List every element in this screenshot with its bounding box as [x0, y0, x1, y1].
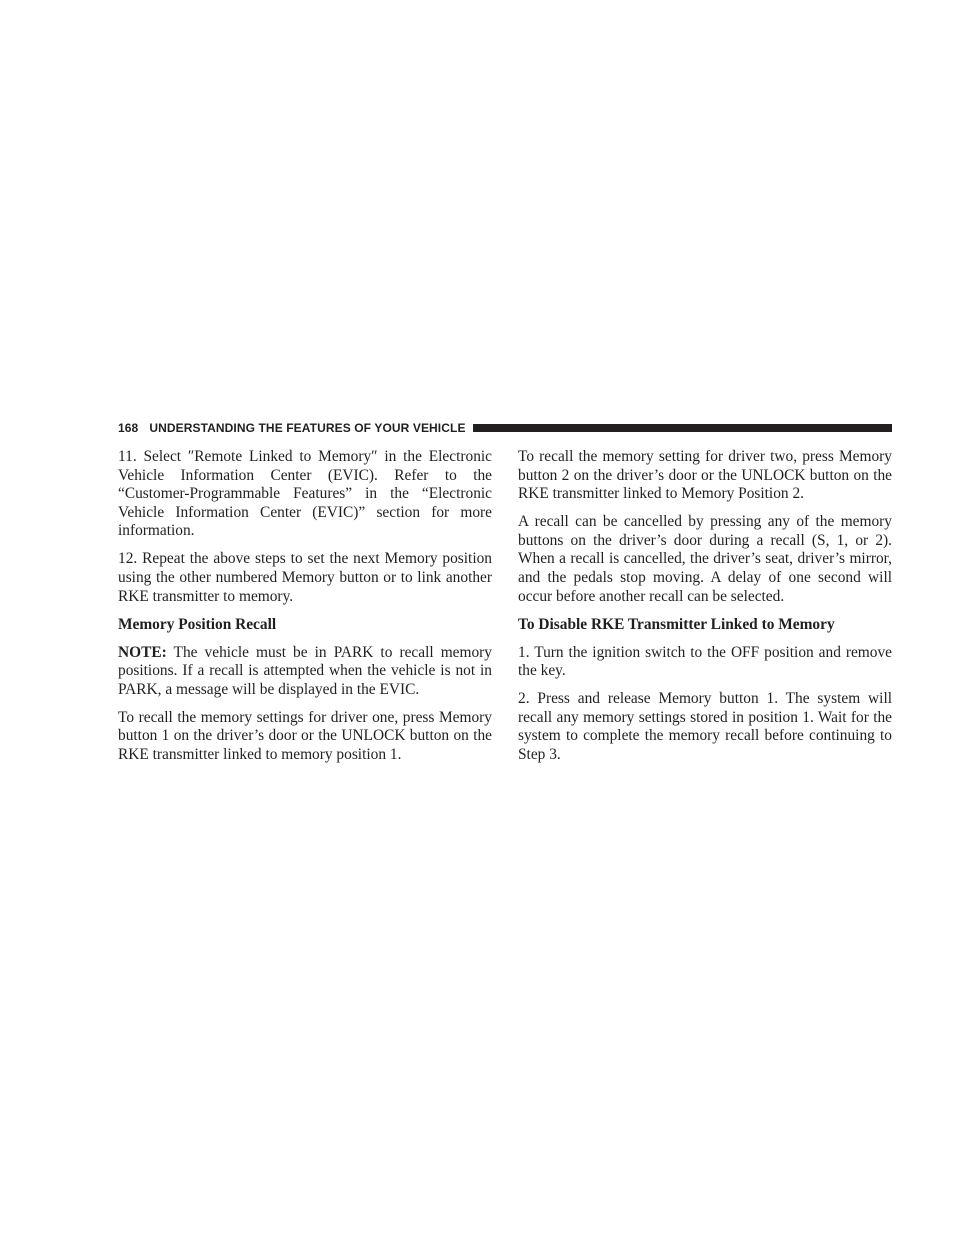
step-12-paragraph: 12. Repeat the above steps to set the next Memory position using the other numbered Memory button or to link another RKE transmitter to memory. [118, 550, 492, 605]
memory-position-recall-heading: Memory Position Recall [118, 615, 277, 633]
section-title: UNDERSTANDING THE FEATURES OF YOUR VEHICLE [149, 421, 466, 435]
cancel-recall-paragraph: A recall can be cancelled by pressing any of the memory buttons on the driver’s door during a recall (S, 1, or 2). When a recall is cancelled, the driver’s seat, driver’s mirror, and the pedals stop moving. A delay of one second will occur before another recall can be selected. [518, 513, 892, 605]
recall-driver-one-paragraph: To recall the memory settings for driver one, press Memory button 1 on the driver’s door or the UNLOCK button on the RKE transmitter linked to memory position 1. [118, 708, 492, 763]
right-column [518, 448, 892, 774]
disable-step-1-paragraph: 1. Turn the ignition switch to the OFF position and remove the key. [518, 643, 892, 680]
recall-driver-two-paragraph: To recall the memory setting for driver two, press Memory button 2 on the driver’s door or the UNLOCK button on the RKE transmitter linked to Memory Position 2. [518, 448, 892, 503]
page-number: 168 [118, 421, 139, 435]
header-rule [473, 424, 892, 432]
note-label: NOTE: [118, 643, 167, 661]
page-header [118, 420, 892, 436]
note-text: The vehicle must be in PARK to recall memory positions. If a recall is attempted when the vehicle is not in PARK, a message will be displayed in the EVIC. [118, 643, 492, 698]
disable-rke-heading: To Disable RKE Transmitter Linked to Memory [518, 615, 835, 633]
disable-step-2-paragraph: 2. Press and release Memory button 1. The system will recall any memory settings stored in position 1. Wait for the system to complete the memory recall before continuing to Step 3. [518, 690, 892, 763]
step-11-paragraph: 11. Select ″Remote Linked to Memory″ in the Electronic Vehicle Information Center (EVIC). Refer to the “Customer-Programmable Features” in the “Electronic Vehicle Information Center (EVIC)” section for more information. [118, 448, 492, 540]
left-column [118, 448, 492, 774]
note-paragraph [118, 644, 492, 700]
